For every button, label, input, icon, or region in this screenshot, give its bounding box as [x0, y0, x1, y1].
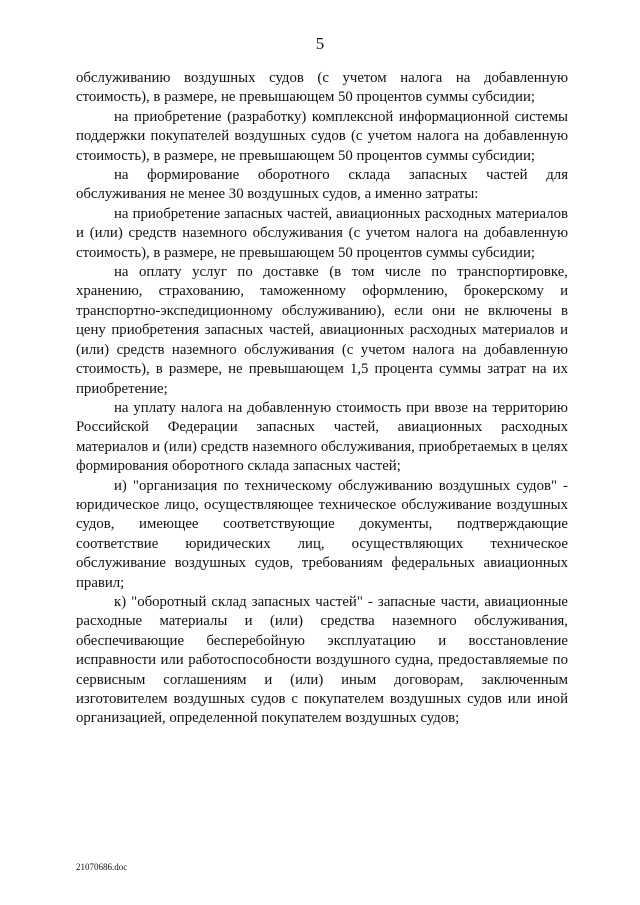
paragraph-4: на приобретение запасных частей, авиационных расходных материалов и (или) средств наземного обслуживания (с учетом налога на добавленную стоимость), в размере, не превышающем 50 процентов суммы субсидии; [76, 205, 568, 261]
paragraph-2: на приобретение (разработку) комплексной информационной системы поддержки покупателей воздушных судов (с учетом налога на добавленную стоимость), в размере, не превышающем 50 процентов суммы субсидии; [76, 108, 568, 164]
page-number: 5 [315, 34, 325, 53]
paragraph-1: обслуживанию воздушных судов (с учетом налога на добавленную стоимость), в размере, не превышающем 50 процентов суммы субсидии; [76, 70, 568, 106]
paragraph-3: на формирование оборотного склада запасных частей для обслуживания не менее 30 воздушных судов, а именно затраты: [76, 167, 568, 203]
document-body [76, 69, 568, 729]
paragraph-5: на оплату услуг по доставке (в том числе по транспортировке, хранению, страхованию, таможенному оформлению, брокерскому и транспортно-экспедиционному обслуживанию), если они не включены в цену приобретения запасных частей, авиационных расходных материалов и (или) средств наземного обслуживания (с учетом налога на добавленную стоимость), в размере, не превышающем 1,5 процента суммы затрат на их приобретение; [76, 264, 568, 397]
footer-document-code: 21070686.doc [76, 862, 128, 872]
paragraph-8: к) "оборотный склад запасных частей" - запасные части, авиационные расходные материалы и (или) средства наземного обслуживания, обеспечивающие бесперебойную эксплуатацию и восстановление исправности или работоспособности воздушного судна, предоставляемые по сервисным соглашениям и (или) иным договорам, заключенным изготовителем воздушных судов с покупателем воздушных судов или иной организацией, определенной покупателем воздушных судов; [76, 593, 568, 727]
paragraph-7: и) "организация по техническому обслуживанию воздушных судов" - юридическое лицо, осуществляющее техническое обслуживание воздушных судов, имеющее соответствующие документы, подтверждающие соответствие юридических лиц, осуществляющих техническое обслуживание воздушных судов, требованиям федеральных авиационных правил; [76, 477, 568, 591]
paragraph-6: на уплату налога на добавленную стоимость при ввозе на территорию Российской Федерации запасных частей, авиационных расходных материалов и (или) средств наземного обслуживания, приобретаемых в целях формирования оборотного склада запасных частей; [76, 399, 568, 475]
